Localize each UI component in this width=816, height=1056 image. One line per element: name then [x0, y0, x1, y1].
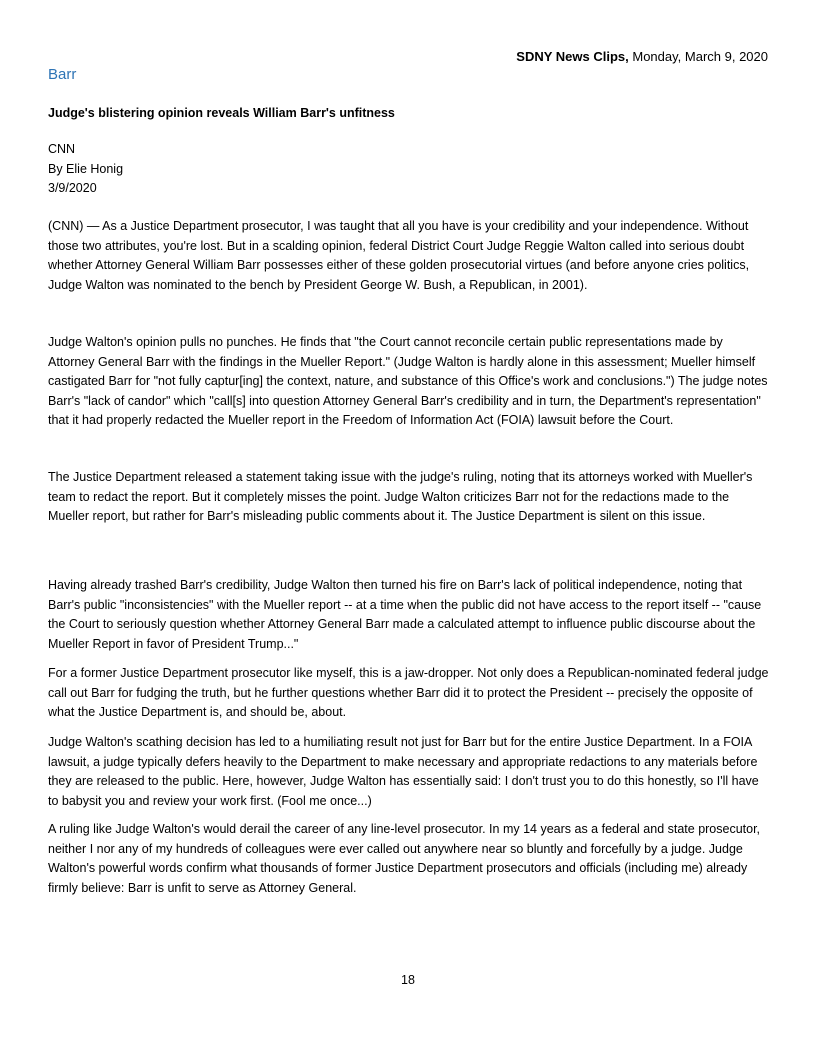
paragraph-text: A ruling like Judge Walton's would derail the career of any line-level prosecutor. In my 14 years as a federal and state prosecutor, neither I nor any of my hundreds of colleagues were ever called out anywhere near so bluntly and forcefully by a judge. Judge Walton's powerful words confirm what thousands of former Justice Department prosecutors and officials (including me) already firmly believe: Barr is unfit to serve as Attorney General.	[48, 822, 761, 895]
article-date: 3/9/2020	[48, 181, 97, 195]
paragraph-text: Having already trashed Barr's credibility, Judge Walton then turned his fire on Barr's lack of political independence, noting that Barr's public "inconsistencies" with the Mueller report -- at a time when the public did not have access to the report itself -- "cause the Court to seriously question whether Attorney General Barr made a calculated attempt to influence public discourse about the Mueller Report in favor of President Trump..."	[48, 578, 762, 651]
article-paragraph	[48, 664, 770, 723]
paragraph-text: The Justice Department released a statement taking issue with the judge's ruling, noting that its attorneys worked with Mueller's team to redact the report. But it completely misses the point. Judge Walton criticizes Barr not for the redactions made to the Mueller report, but rather for Barr's misleading public comments about it. The Justice Department is silent on this issue.	[48, 470, 753, 523]
page-number: 18	[401, 973, 415, 987]
article-paragraph	[48, 576, 770, 654]
article-outlet: CNN	[48, 142, 76, 156]
section-title: Barr	[48, 66, 77, 83]
article-paragraph	[48, 217, 770, 295]
article-byline: By Elie Honig	[48, 161, 124, 176]
article-paragraph	[48, 733, 770, 811]
paragraph-text: For a former Justice Department prosecutor like myself, this is a jaw-dropper. Not only does a Republican-nominated federal judge call out Barr for fudging the truth, but he further questions whether Barr did it to protect the President -- precisely the opposite of what the Justice Department is, and should be, about.	[48, 666, 769, 719]
header-source: SDNY News Clips,	[516, 49, 629, 64]
header-date: Monday, March 9, 2020	[628, 49, 768, 64]
article-paragraph	[48, 468, 770, 527]
paragraph-text: Judge Walton's scathing decision has led to a humiliating result not just for Barr but for the entire Justice Department. In a FOIA lawsuit, a judge typically defers heavily to the Department to make necessary and appropriate redactions to any materials before they are released to the public. Here, however, Judge Walton has essentially said: I don't trust you to do this honestly, so I'll have to babysit you and review your work first. (Fool me once...)	[48, 735, 759, 808]
page-header	[516, 49, 768, 64]
article-meta	[48, 140, 123, 199]
paragraph-text: (CNN) — As a Justice Department prosecutor, I was taught that all you have is your credibility and your independence. Without those two attributes, you're lost. But in a scalding opinion, federal District Court Judge Reggie Walton called into serious doubt whether Attorney General William Barr possesses either of these golden prosecutorial virtues (and before anyone cries politics, Judge Walton was nominated to the bench by President George W. Bush, a Republican, in 2001).	[48, 219, 750, 292]
article-paragraph	[48, 820, 770, 898]
article-paragraph	[48, 333, 770, 431]
article-headline: Judge's blistering opinion reveals William Barr's unfitness	[48, 106, 395, 120]
paragraph-text: Judge Walton's opinion pulls no punches. He finds that "the Court cannot reconcile certain public representations made by Attorney General Barr with the findings in the Mueller Report." (Judge Walton is hardly alone in this assessment; Mueller himself castigated Barr for "not fully captur[ing] the context, nature, and substance of this Office's work and conclusions.") The judge notes Barr's "lack of candor" which "call[s] into question Attorney General Barr's credibility and in turn, the Department's representation" that it had properly redacted the Mueller report in the Freedom of Information Act (FOIA) lawsuit before the Court.	[48, 335, 768, 427]
